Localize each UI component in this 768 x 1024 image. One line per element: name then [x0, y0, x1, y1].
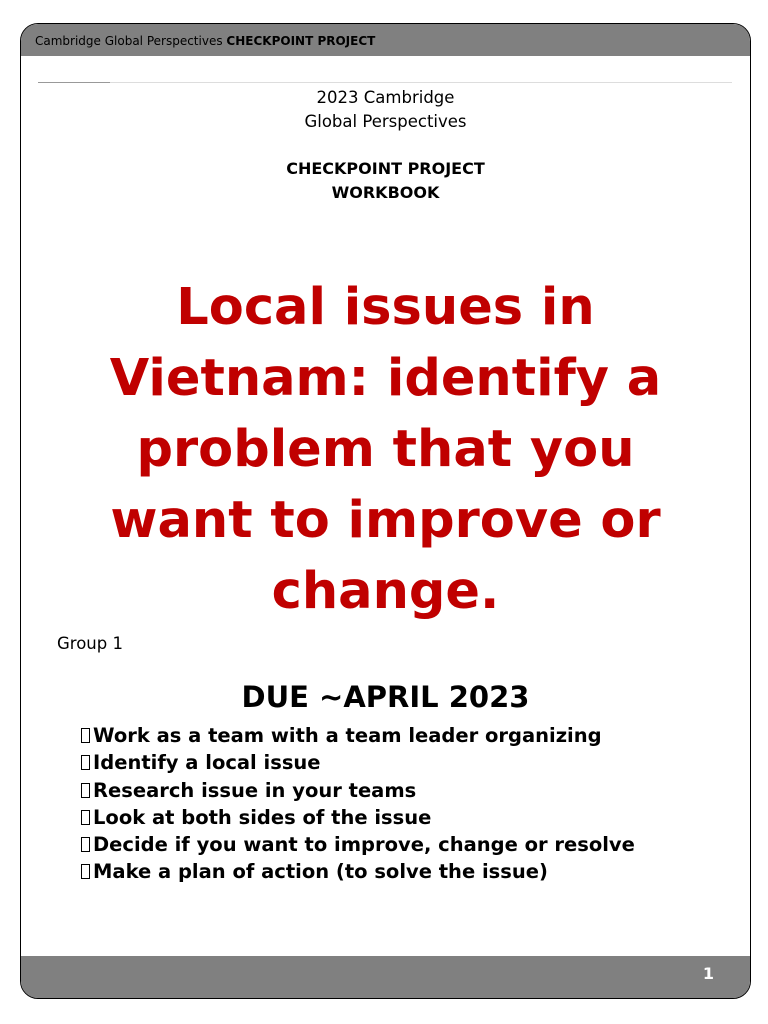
header-course: Cambridge Global Perspectives — [35, 34, 223, 48]
workbook-line-1: CHECKPOINT PROJECT — [286, 159, 485, 178]
task-text: Look at both sides of the issue — [93, 805, 432, 829]
workbook-line-2: WORKBOOK — [331, 183, 440, 202]
checkbox-bullet-icon — [81, 783, 90, 798]
task-text: Research issue in your teams — [93, 778, 417, 802]
task-text: Identify a local issue — [93, 751, 321, 775]
task-item — [81, 722, 635, 749]
header-divider — [38, 82, 732, 83]
due-date-heading: DUE ~APRIL 2023 — [241, 680, 530, 714]
task-item — [81, 777, 635, 804]
title-line-4: want to improve or — [110, 491, 661, 550]
page-number: 1 — [702, 964, 714, 983]
title-line-2: Vietnam: identify a — [109, 349, 662, 408]
checkbox-bullet-icon — [81, 728, 90, 743]
page-title — [31, 272, 740, 627]
task-item — [81, 831, 635, 858]
document-subtitle — [21, 86, 750, 134]
page-edge-notch — [20, 929, 22, 955]
page-footer — [21, 956, 750, 998]
workbook-heading — [21, 157, 750, 205]
checkbox-bullet-icon — [81, 755, 90, 770]
document-page — [20, 23, 751, 999]
title-line-1: Local issues in — [176, 278, 595, 337]
subtitle-line-1: 2023 Cambridge — [316, 88, 455, 107]
task-text: Work as a team with a team leader organizing — [93, 724, 602, 747]
group-label: Group 1 — [57, 634, 123, 653]
task-item — [81, 804, 635, 831]
header-project: CHECKPOINT PROJECT — [226, 34, 376, 48]
task-text: Decide if you want to improve, change or resolve — [93, 833, 635, 857]
task-text: Make a plan of action (to solve the issue) — [93, 860, 548, 884]
header-divider-accent — [38, 82, 110, 83]
checkbox-bullet-icon — [81, 837, 90, 852]
title-line-5: change. — [271, 562, 500, 621]
task-item — [81, 749, 635, 776]
title-line-3: problem that you — [136, 420, 635, 479]
task-list — [81, 722, 635, 886]
header-text — [35, 34, 375, 48]
checkbox-bullet-icon — [81, 864, 90, 879]
task-item — [81, 858, 635, 885]
page-header — [21, 24, 750, 56]
checkbox-bullet-icon — [81, 810, 90, 825]
subtitle-line-2: Global Perspectives — [304, 112, 467, 131]
